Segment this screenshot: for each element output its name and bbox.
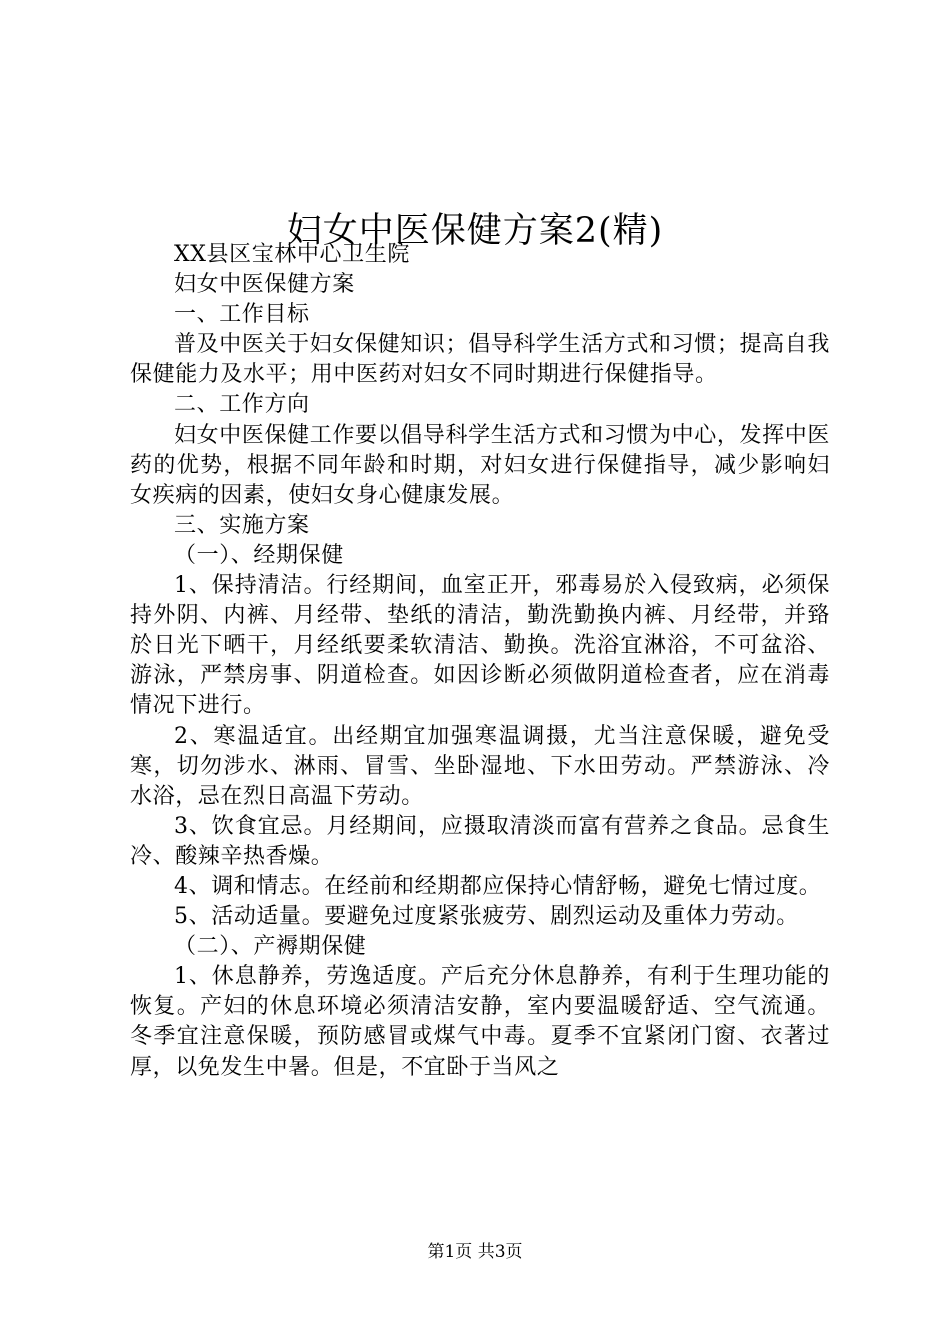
paragraph-item-4: 4、调和情志。在经前和经期都应保持心情舒畅，避免七情过度。: [174, 873, 822, 899]
paragraph-item-5: 5、活动适量。要避免过度紧张疲劳、剧烈运动及重体力劳动。: [174, 904, 799, 930]
page-footer: 第1页 共3页: [427, 1242, 523, 1262]
paragraph-postpartum-item-1: 1、休息静养，劳逸适度。产后充分休息静养，有利于生理功能的恢复。产妇的休息环境必须清洁安静，室内要温暖舒适、空气流通。冬季宜注意保暖，预防感冒或煤气中毒。夏季不宜紧闭门窗、衣著过厚，以免发生中暑。但是，不宜卧于当风之: [130, 964, 830, 1080]
section-heading-implementation: 三、实施方案: [174, 512, 310, 538]
document-title: 妇女中医保健方案2(精): [286, 211, 664, 252]
document-body: [130, 240, 830, 1083]
paragraph-item-3: 3、饮食宜忌。月经期间，应摄取清淡而富有营养之食品。忌食生冷、酸辣辛热香燥。: [130, 813, 830, 869]
section-heading-goals: 一、工作目标: [174, 302, 310, 328]
paragraph-goals: 普及中医关于妇女保健知识；倡导科学生活方式和习惯；提高自我保健能力及水平；用中医药对妇女不同时期进行保健指导。: [130, 332, 830, 388]
paragraph-item-1: 1、保持清洁。行经期间，血室正开，邪毒易於入侵致病，必须保持外阴、内裤、月经带、垫纸的清洁，勤洗勤换内裤、月经带，并臵於日光下晒干，月经纸要柔软清洁、勤换。洗浴宜淋浴，不可盆浴、游泳，严禁房事、阴道检查。如因诊断必须做阴道检查者，应在消毒情况下进行。: [130, 573, 830, 719]
paragraph-direction: 妇女中医保健工作要以倡导科学生活方式和习惯为中心，发挥中医药的优势，根据不同年龄和时期，对妇女进行保健指导，减少影响妇女疾病的因素，使妇女身心健康发展。: [130, 422, 830, 508]
paragraph-subtitle: 妇女中医保健方案: [174, 272, 355, 298]
subsection-heading-postpartum-care: （二）、产褥期保健: [174, 934, 367, 960]
section-heading-direction: 二、工作方向: [174, 392, 310, 418]
paragraph-item-2: 2、寒温适宜。出经期宜加强寒温调摄，尤当注意保暖，避免受寒，切勿涉水、淋雨、冒雪、坐卧湿地、下水田劳动。严禁游泳、冷水浴，忌在烈日高温下劳动。: [130, 723, 830, 809]
subsection-heading-menstrual-care: （一）、经期保健: [174, 542, 344, 568]
paragraph-org-name: XX县区宝林中心卫生院: [174, 242, 410, 267]
